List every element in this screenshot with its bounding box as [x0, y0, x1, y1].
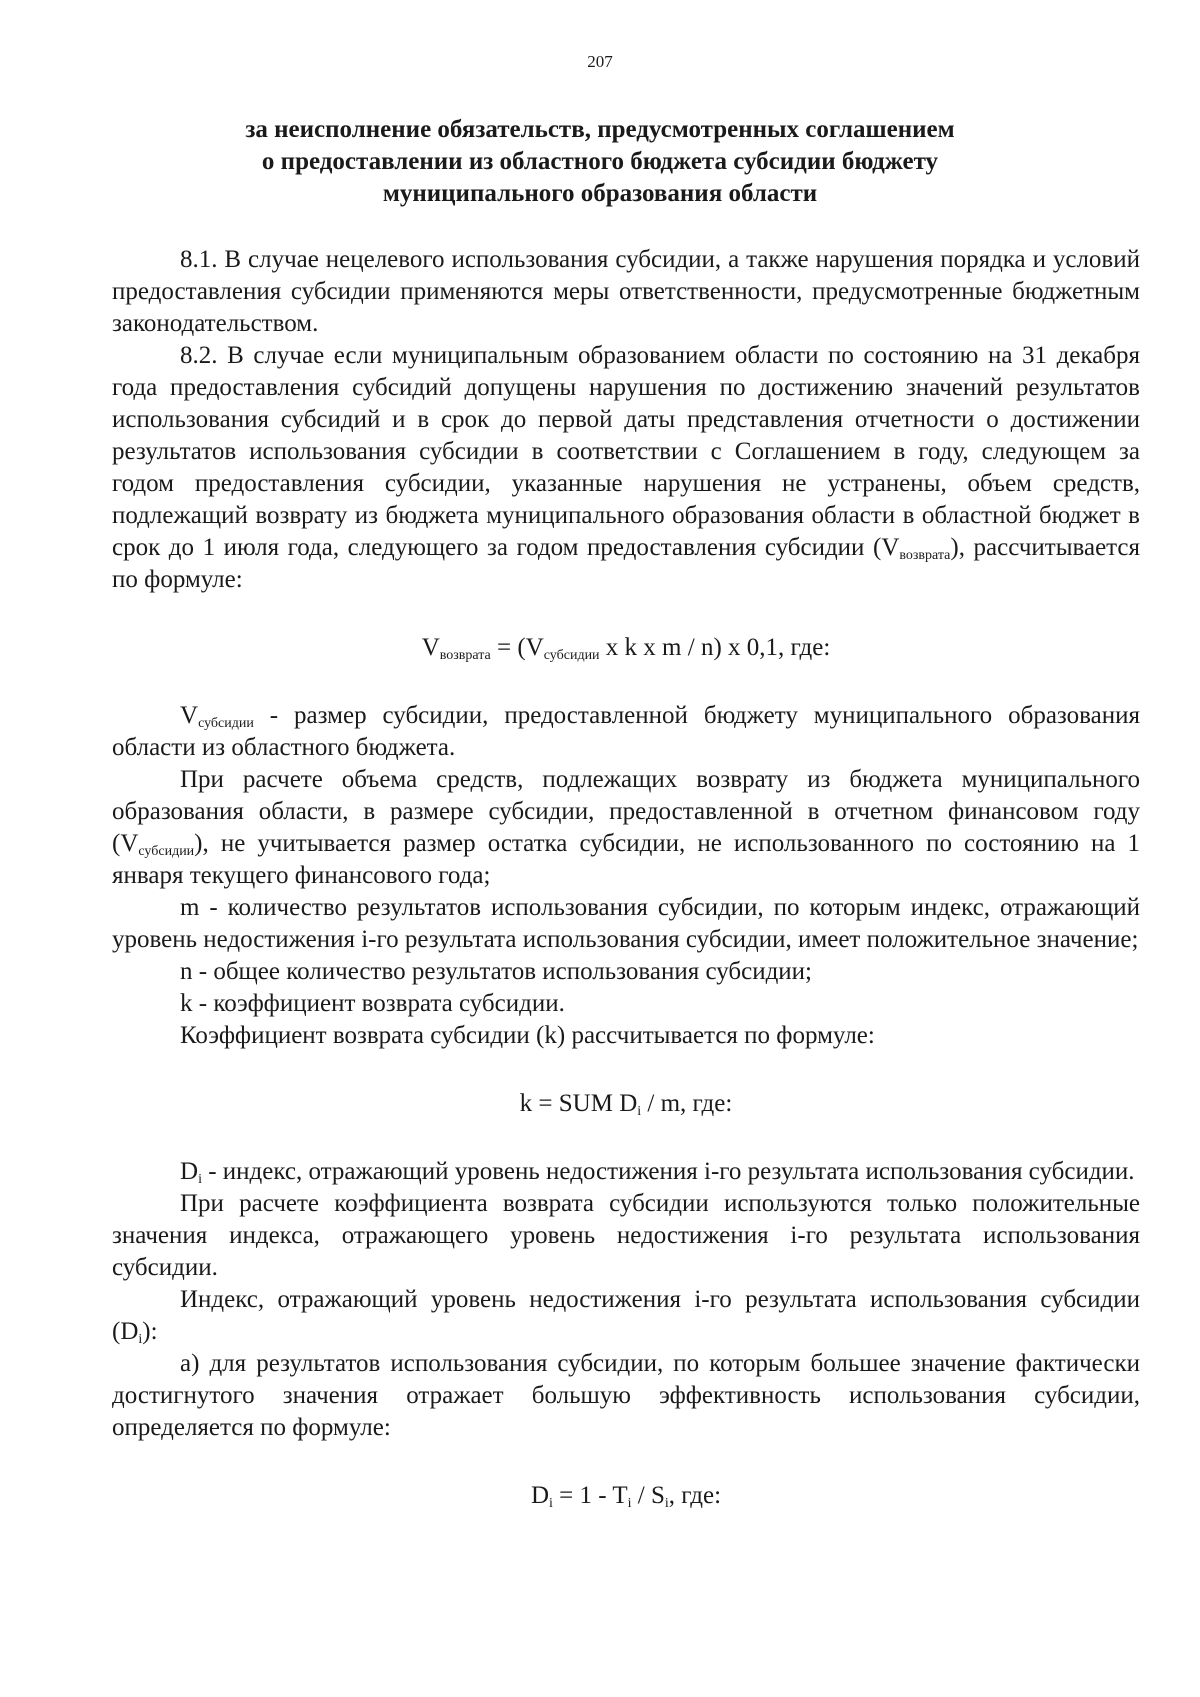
- definition-v-subsidy: [112, 700, 1140, 764]
- paragraph-text: ), не учитывается размер остатка субсидии, не использованного по состоянию на 1 января текущего финансового года;: [112, 830, 1140, 889]
- subscript: i: [627, 1496, 632, 1511]
- paragraph-text: ), рассчитывается по формуле:: [112, 534, 1141, 593]
- heading-line-1: за неисполнение обязательств, предусмотренных соглашением: [245, 116, 955, 143]
- formula-part: = 1 - T: [552, 1482, 628, 1509]
- paragraph-text: 8.2. В случае если муниципальным образованием области по состоянию на 31 декабря года предоставления субсидий допущены нарушения по достижению значений результатов использования субсидий и в срок до первой даты представления отчетности о достижении результатов использования субсидии в соответствии с Соглашением в году, следующем за годом предоставления субсидии, указанные нарушения не устранены, объем средств, подлежащий возврату из бюджета муниципального образования области в областной бюджет в срок до 1 июля года, следующего за годом предоставления субсидии (V: [112, 342, 1140, 561]
- subscript: i: [138, 1332, 143, 1347]
- formula-di: [112, 1480, 1140, 1512]
- definition-text: - индекс, отражающий уровень недостижения i-го результата использования субсидии.: [201, 1158, 1135, 1185]
- subscript: i: [637, 1104, 642, 1119]
- definition-m: m - количество результатов использования субсидии, по которым индекс, отражающий уровень недостижения i-го результата использования субсидии, имеет положительное значение;: [112, 894, 1140, 953]
- subscript: i: [198, 1172, 202, 1187]
- subscript: субсидии: [543, 648, 600, 663]
- formula-v-return: [112, 632, 1140, 664]
- subscript: i: [664, 1496, 669, 1511]
- definition-di: [112, 1156, 1140, 1188]
- formula-k: [112, 1088, 1140, 1120]
- formula-part: , где:: [668, 1482, 722, 1509]
- definition-symbol: D: [180, 1158, 199, 1185]
- paragraph-8-1: 8.1. В случае нецелевого использования субсидии, а также нарушения порядка и условий предоставления субсидии применяются меры ответственности, предусмотренные бюджетным законодательством.: [112, 246, 1140, 337]
- formula-part: V: [421, 634, 440, 661]
- paragraph-case-a: а) для результатов использования субсидии, по которым большее значение фактически достигнутого значения отражает большую эффективность использования субсидии, определяется по формуле:: [112, 1350, 1140, 1441]
- paragraph-k-formula-intro: Коэффициент возврата субсидии (k) рассчитывается по формуле:: [180, 1022, 875, 1049]
- formula-part: / S: [631, 1482, 665, 1509]
- formula-part: = (V: [490, 634, 544, 661]
- heading-line-3: муниципального образования области: [382, 180, 818, 207]
- paragraph-text: Индекс, отражающий уровень недостижения i-го результата использования субсидии (D: [112, 1286, 1140, 1345]
- definition-text: - размер субсидии, предоставленной бюджету муниципального образования области из областного бюджета.: [112, 702, 1140, 761]
- formula-part: / m, где:: [641, 1090, 733, 1117]
- paragraph-text: При расчете объема средств, подлежащих возврату из бюджета муниципального образования области, в размере субсидии, предоставленной в отчетном финансовом году (V: [112, 766, 1140, 857]
- paragraph-8-2: [112, 340, 1140, 596]
- definition-n: n - общее количество результатов использования субсидии;: [180, 958, 813, 985]
- document-body: [112, 244, 1140, 1512]
- subscript: возврата: [439, 648, 491, 663]
- definition-k: k - коэффициент возврата субсидии.: [180, 990, 565, 1017]
- definition-symbol: V: [180, 702, 199, 729]
- paragraph-index-intro: [112, 1284, 1140, 1348]
- paragraph-positive-values: При расчете коэффициента возврата субсидии используются только положительные значения индекса, отражающего уровень недостижения i-го результата использования субсидии.: [112, 1190, 1140, 1281]
- subscript: i: [549, 1496, 553, 1511]
- formula-part: k = SUM D: [519, 1090, 638, 1117]
- formula-part: x k x m / n) x 0,1, где:: [599, 634, 831, 661]
- subscript: субсидии: [198, 716, 254, 731]
- formula-part: D: [530, 1482, 549, 1509]
- page-number: 207: [587, 52, 613, 71]
- heading-line-2: о предоставлении из областного бюджета субсидии бюджету: [261, 148, 939, 175]
- subscript: субсидии: [138, 844, 195, 859]
- paragraph-calc-note: [112, 764, 1140, 892]
- subscript: возврата: [899, 548, 951, 563]
- section-heading: [130, 114, 1070, 210]
- paragraph-text: ):: [142, 1318, 158, 1345]
